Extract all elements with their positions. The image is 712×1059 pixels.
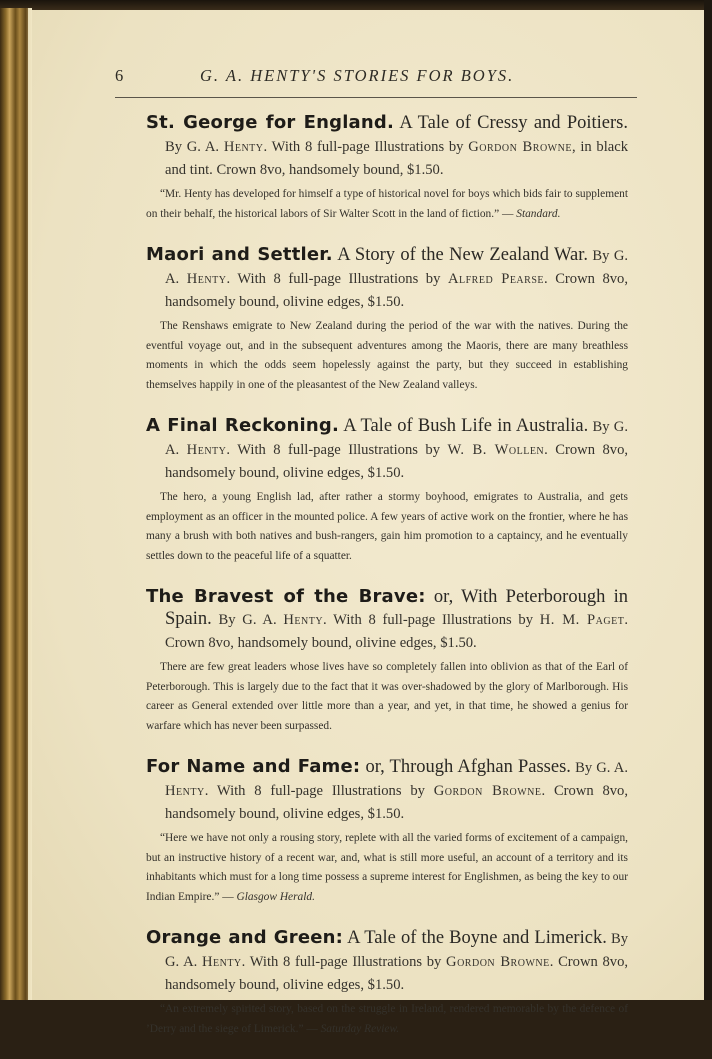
illustrator-name: Gordon Browne <box>468 139 572 155</box>
book-binding <box>0 8 32 1000</box>
book-subtitle: or, With Peterborough in Spain. <box>165 587 628 629</box>
desc-suffix: . Crown 8vo, handsomely bound, olivine edges, $1.50. <box>165 442 629 481</box>
book-title: The Bravest of the Brave: <box>146 586 426 607</box>
desc-middle: . With 8 full-page Illustrations by <box>226 442 448 458</box>
description-text: “Mr. Henty has developed for himself a type of historical novel for boys which bids fair to supplement on their behalf, the historical labors of Sir Walter Scott in the land of fiction.” — <box>146 188 628 220</box>
book-entry <box>146 756 628 907</box>
desc-prefix: By G. A. <box>211 612 284 628</box>
description-text: There are few great leaders whose lives have so completely fallen into oblivion as that of the Earl of Peterborough. This is largely due to the fact that it was over-shadowed by the glory of Marlborough. His career as General extended over little more than a year, and yet, in that time, he showed a genius for warfare which has never been surpassed. <box>146 661 628 732</box>
illustrator-name: Gordon Browne <box>433 783 542 799</box>
book-title: For Name and Fame: <box>146 756 361 777</box>
desc-suffix: , in black and tint. Crown 8vo, handsomely bound, $1.50. <box>165 139 629 178</box>
running-title: G. A. HENTY'S STORIES FOR BOYS. <box>200 66 515 85</box>
author-name: Henty <box>283 612 324 628</box>
desc-middle: . With 8 full-page Illustrations by <box>226 271 448 287</box>
illustrator-name: Gordon Browne <box>446 954 550 970</box>
citation: Saturday Review. <box>320 1022 400 1035</box>
entry-description <box>146 317 628 395</box>
book-entry <box>146 112 628 224</box>
entry-heading <box>146 415 628 484</box>
page-number: 6 <box>115 66 124 85</box>
book-subtitle: A Story of the New Zealand War. <box>332 245 589 265</box>
book-subtitle: A Tale of Bush Life in Australia. <box>339 416 589 436</box>
book-entry <box>146 244 628 395</box>
header-rule <box>115 97 637 98</box>
desc-suffix: . Crown 8vo, handsomely bound, olivine edges, $1.50. <box>165 612 628 651</box>
desc-suffix: . Crown 8vo, handsomely bound, olivine edges, $1.50. <box>165 783 628 822</box>
author-name: Henty <box>165 783 205 799</box>
desc-middle: . With 8 full-page Illustrations by <box>263 139 469 155</box>
entry-heading <box>146 112 628 181</box>
desc-suffix: . Crown 8vo, handsomely bound, olivine edges, $1.50. <box>165 271 628 310</box>
desc-middle: . With 8 full-page Illustrations by <box>204 783 434 799</box>
book-subtitle: or, Through Afghan Passes. <box>360 757 571 777</box>
entry-description <box>146 658 628 736</box>
book-list <box>146 112 628 1059</box>
entry-description <box>146 829 628 907</box>
entry-heading <box>146 244 628 313</box>
author-name: Henty <box>186 271 227 287</box>
desc-prefix: By G. A. <box>165 139 224 155</box>
citation: Standard. <box>516 207 561 220</box>
page-header <box>115 66 635 86</box>
book-title: Maori and Settler. <box>146 244 333 265</box>
illustrator-name: Alfred Pearse <box>447 271 544 287</box>
description-text: “An extremely spirited story, based on the struggle in Ireland, rendered memorable by the defence of ’Derry and the siege of Limerick.” — <box>146 1003 628 1035</box>
book-entry <box>146 586 628 736</box>
desc-prefix: By G. A. <box>570 760 628 776</box>
desc-prefix: By G. A. <box>165 419 628 458</box>
book-title: St. George for England. <box>146 112 395 133</box>
desc-suffix: . Crown 8vo, handsomely bound, olivine edges, $1.50. <box>165 954 629 993</box>
author-name: Henty <box>201 954 242 970</box>
book-title: A Final Reckoning. <box>146 415 339 436</box>
scan-top-edge <box>0 0 712 10</box>
illustrator-name: W. B. Wollen <box>447 442 545 458</box>
book-subtitle: A Tale of the Boyne and Limerick. <box>343 928 607 948</box>
entry-heading <box>146 586 628 654</box>
book-title: Orange and Green: <box>146 927 344 948</box>
description-text: The Renshaws emigrate to New Zealand during the period of the war with the natives. During the eventful voyage out, and in the subsequent adventures among the Maoris, there are many breathless moments in which the odds seem hopelessly against the party, but they succeed in establishing themselves happily in one of the pleasantest of the New Zealand valleys. <box>146 320 628 391</box>
description-text: The hero, a young English lad, after rather a stormy boyhood, emigrates to Australia, and gets employment as an officer in the mounted police. A few years of active work on the frontier, where he has many a brush with both natives and bush-rangers, gain him promotion to a captaincy, and he eventually settles down to the peaceful life of a squatter. <box>146 491 628 562</box>
entry-heading <box>146 927 628 996</box>
entry-description <box>146 488 628 566</box>
desc-middle: . With 8 full-page Illustrations by <box>323 612 540 628</box>
description-text: “Here we have not only a rousing story, replete with all the varied forms of excitement of a campaign, but an instructive history of a recent war, and, what is still more useful, an account of a territory and its inhabitants which must for a long time possess a supreme interest for Englishmen, as being the key to our Indian Empire.” — <box>146 832 628 903</box>
citation: Glasgow Herald. <box>236 890 315 903</box>
desc-prefix: By G. A. <box>165 248 629 287</box>
scan-right-edge <box>704 0 712 1000</box>
book-subtitle: A Tale of Cressy and Poitiers. <box>394 113 628 133</box>
desc-prefix: By G. A. <box>165 931 628 970</box>
entry-heading <box>146 756 628 825</box>
entry-description <box>146 1000 628 1039</box>
author-name: Henty <box>186 442 227 458</box>
entry-description <box>146 185 628 224</box>
illustrator-name: H. M. Paget <box>539 612 625 628</box>
author-name: Henty <box>223 139 264 155</box>
book-entry <box>146 415 628 566</box>
book-entry <box>146 927 628 1039</box>
desc-middle: . With 8 full-page Illustrations by <box>241 954 447 970</box>
